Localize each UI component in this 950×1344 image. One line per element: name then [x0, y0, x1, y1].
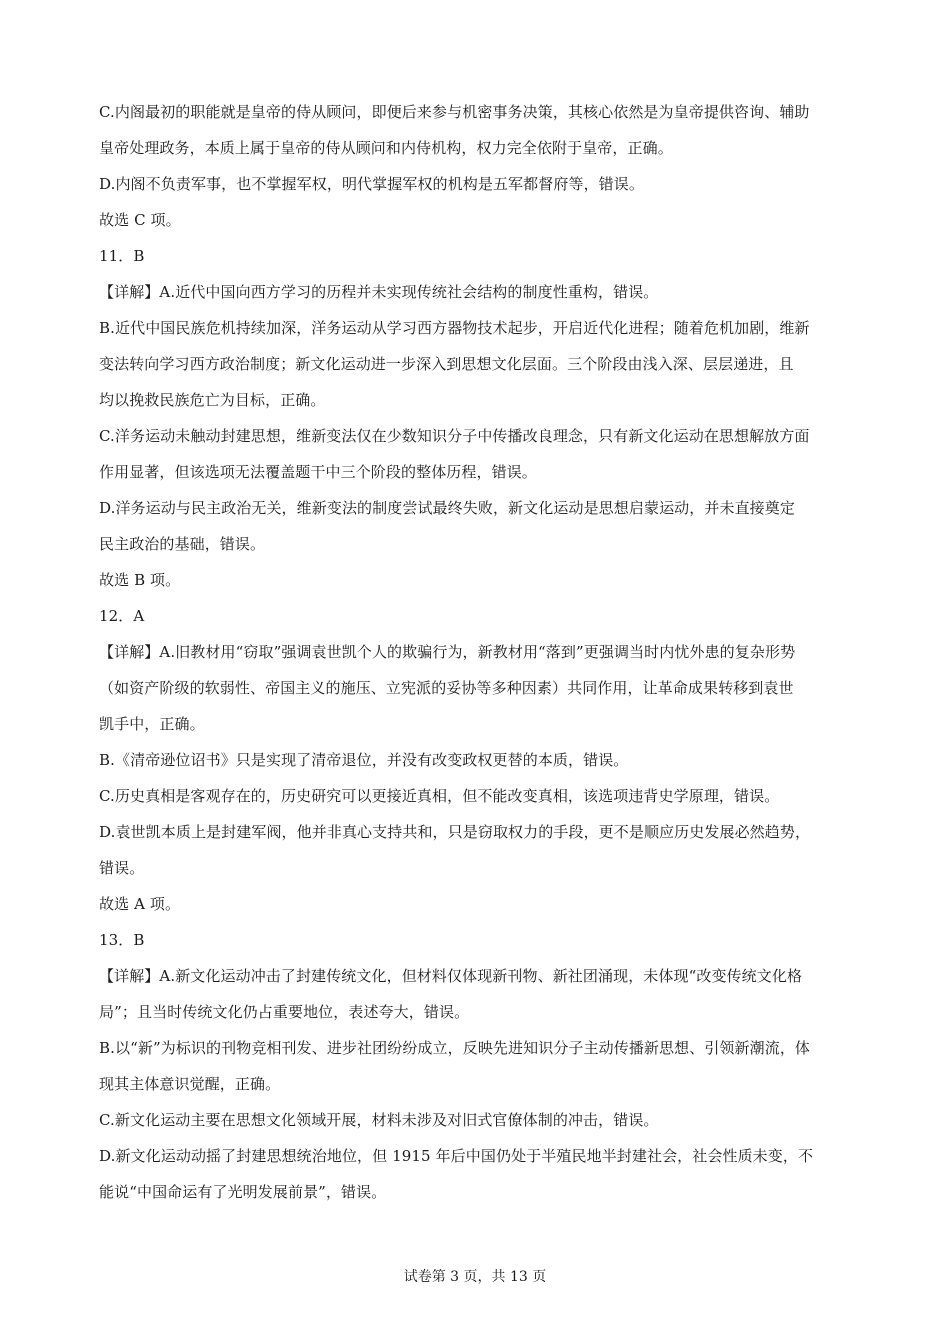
answer-explanations: [99, 94, 864, 1210]
text-line: 【详解】A.近代中国向西方学习的历程并未实现传统社会结构的制度性重构，错误。: [99, 283, 659, 301]
text-line: 【详解】A.新文化运动冲击了封建传统文化，但材料仅体现新刊物、新社团涌现，未体现“改变传统文化格: [99, 967, 803, 985]
text-line: （如资产阶级的软弱性、帝国主义的施压、立宪派的妥协等多种因素）共同作用，让革命成果转移到袁世: [99, 679, 794, 697]
text-line: C.内阁最初的职能就是皇帝的侍从顾问，即便后来参与机密事务决策，其核心依然是为皇帝提供咨询、辅助: [99, 103, 810, 121]
text-line: C.历史真相是客观存在的，历史研究可以更接近真相，但不能改变真相，该选项违背史学原理，错误。: [99, 787, 780, 805]
question-number: 13．B: [99, 931, 145, 949]
page-footer: 试卷第 3 页，共 13 页: [403, 1269, 547, 1285]
question-number: 11．B: [99, 247, 145, 265]
text-line: 能说“中国命运有了光明发展前景”，错误。: [99, 1183, 387, 1201]
text-line: B.《清帝逊位诏书》只是实现了清帝退位，并没有改变政权更替的本质，错误。: [99, 751, 629, 769]
answer-choice: 故选 B 项。: [99, 571, 181, 589]
text-line: D.袁世凯本质上是封建军阀，他并非真心支持共和，只是窃取权力的手段，更不是顺应历史发展必然趋势，: [99, 823, 811, 841]
text-line: D.新文化运动动摇了封建思想统治地位，但 1915 年后中国仍处于半殖民地半封建社会，社会性质未变，不: [99, 1147, 814, 1165]
text-line: 变法转向学习西方政治制度；新文化运动进一步深入到思想文化层面。三个阶段由浅入深、层层递进，且: [99, 355, 794, 373]
answer-choice: 故选 C 项。: [99, 211, 181, 229]
text-line: 错误。: [99, 859, 145, 877]
text-line: D.洋务运动与民主政治无关，维新变法的制度尝试最终失败，新文化运动是思想启蒙运动，并未直接奠定: [99, 499, 795, 517]
text-line: D.内阁不负责军事，也不掌握军权，明代掌握军权的机构是五军都督府等，错误。: [99, 175, 644, 193]
text-line: 凯手中，正确。: [99, 715, 205, 733]
text-line: 【详解】A.旧教材用“窃取”强调袁世凯个人的欺骗行为，新教材用“落到”更强调当时内忧外患的复杂形势: [99, 643, 796, 661]
text-line: B.近代中国民族危机持续加深，洋务运动从学习西方器物技术起步，开启近代化进程；随着危机加剧，维新: [99, 319, 810, 337]
text-line: 均以挽救民族危亡为目标，正确。: [99, 391, 326, 409]
text-line: 作用显著，但该选项无法覆盖题干中三个阶段的整体历程，错误。: [99, 463, 537, 481]
text-line: 民主政治的基础，错误。: [99, 535, 266, 553]
question-number: 12．A: [99, 607, 145, 625]
text-line: 局”；且当时传统文化仍占重要地位，表述夸大，错误。: [99, 1003, 470, 1021]
text-line: C.新文化运动主要在思想文化领域开展，材料未涉及对旧式官僚体制的冲击，错误。: [99, 1111, 659, 1129]
text-line: B.以“新”为标识的刊物竞相刊发、进步社团纷纷成立，反映先进知识分子主动传播新思想、引领新潮流，体: [99, 1039, 811, 1057]
text-line: C.洋务运动未触动封建思想，维新变法仅在少数知识分子中传播改良理念，只有新文化运动在思想解放方面: [99, 427, 810, 445]
answer-choice: 故选 A 项。: [99, 895, 181, 913]
text-line: 皇帝处理政务，本质上属于皇帝的侍从顾问和内侍机构，权力完全依附于皇帝，正确。: [99, 139, 673, 157]
text-line: 现其主体意识觉醒，正确。: [99, 1075, 281, 1093]
